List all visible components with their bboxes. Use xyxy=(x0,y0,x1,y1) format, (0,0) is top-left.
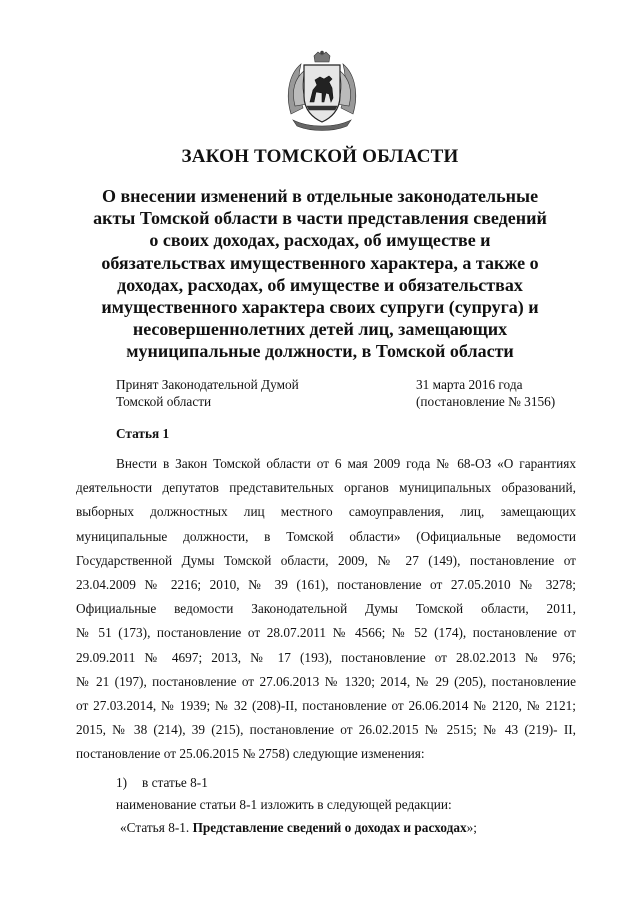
article-heading: Статья 1 xyxy=(116,426,170,441)
resolution-number: (постановление № 3156) xyxy=(416,393,556,409)
list-item-text: в статье 8-1 xyxy=(142,775,208,790)
subtitle-line: о своих доходах, расходах, об имуществе и xyxy=(149,230,491,251)
body-line: № 21 (197), постановление от 27.06.2013 № 1320; 2014, № 29 (205), постановление xyxy=(76,673,576,689)
law-title: ЗАКОН ТОМСКОЙ ОБЛАСТИ xyxy=(181,146,459,167)
body-line: Внести в Закон Томской области от 6 мая 2009 года № 68-ОЗ «О гарантиях xyxy=(116,456,576,471)
quoted-article-title xyxy=(120,820,477,836)
body-line: постановление от 25.06.2015 № 2758) следующие изменения: xyxy=(76,746,425,762)
quote-prefix: «Статья 8-1. xyxy=(120,820,193,835)
body-line: деятельности депутатов представительных органов муниципальных образований, xyxy=(76,480,576,496)
item-instruction: наименование статьи 8-1 изложить в следующей редакции: xyxy=(116,797,452,812)
quote-bold: Представление сведений о доходах и расходах xyxy=(192,820,467,835)
subtitle-line: обязательствах имущественного характера, а также о xyxy=(101,252,539,273)
body-line: выборных должностных лиц местного самоуправления, лиц, замещающих xyxy=(76,504,576,520)
body-line: муниципальные должности, в Томской области» (Официальные ведомости xyxy=(76,528,576,544)
subtitle-line: акты Томской области в части представления сведений xyxy=(93,208,547,229)
adopted-by-block xyxy=(116,377,299,410)
subtitle-line: муниципальные должности, в Томской области xyxy=(126,341,514,362)
tomsk-coat-of-arms-emblem xyxy=(285,50,359,132)
adopted-by-line: Принят Законодательной Думой xyxy=(116,377,299,392)
body-line: Официальные ведомости Законодательной Думы Томской области, 2011, xyxy=(76,601,576,617)
adoption-date: 31 марта 2016 года xyxy=(416,377,523,392)
list-item-number: 1) xyxy=(116,775,128,790)
body-line: Государственной Думы Томской области, 2009, № 27 (149), постановление от xyxy=(76,552,576,568)
adoption-date-block xyxy=(416,377,555,410)
subtitle-line: имущественного характера своих супруги (супруга) и xyxy=(101,297,539,318)
body-line: 29.09.2011 № 4697; 2013, № 17 (193), постановление от 28.02.2013 № 976; xyxy=(76,649,576,665)
list-item xyxy=(116,775,208,791)
body-line: 2015, № 38 (214), 39 (215), постановление от 26.02.2015 № 2515; № 43 (219)- II, xyxy=(76,722,576,738)
subtitle-line: О внесении изменений в отдельные законодательные xyxy=(101,186,539,206)
body-line: от 27.03.2014, № 1939; № 32 (208)-II, постановление от 26.06.2014 № 2120, № 2121; xyxy=(76,698,576,714)
article-body xyxy=(76,452,576,767)
body-line: 23.04.2009 № 2216; 2010, № 39 (161), постановление от 27.05.2010 № 3278; xyxy=(76,577,576,593)
subtitle-line: доходах, расходах, об имуществе и обязательствах xyxy=(117,274,523,295)
adopted-by-line: Томской области xyxy=(116,393,212,409)
subtitle-line: несовершеннолетних детей лиц, замещающих xyxy=(132,319,508,340)
body-line: № 51 (173), постановление от 28.07.2011 № 4566; № 52 (174), постановление от xyxy=(76,625,576,641)
law-subtitle xyxy=(70,185,570,363)
quote-suffix: »; xyxy=(466,820,477,835)
